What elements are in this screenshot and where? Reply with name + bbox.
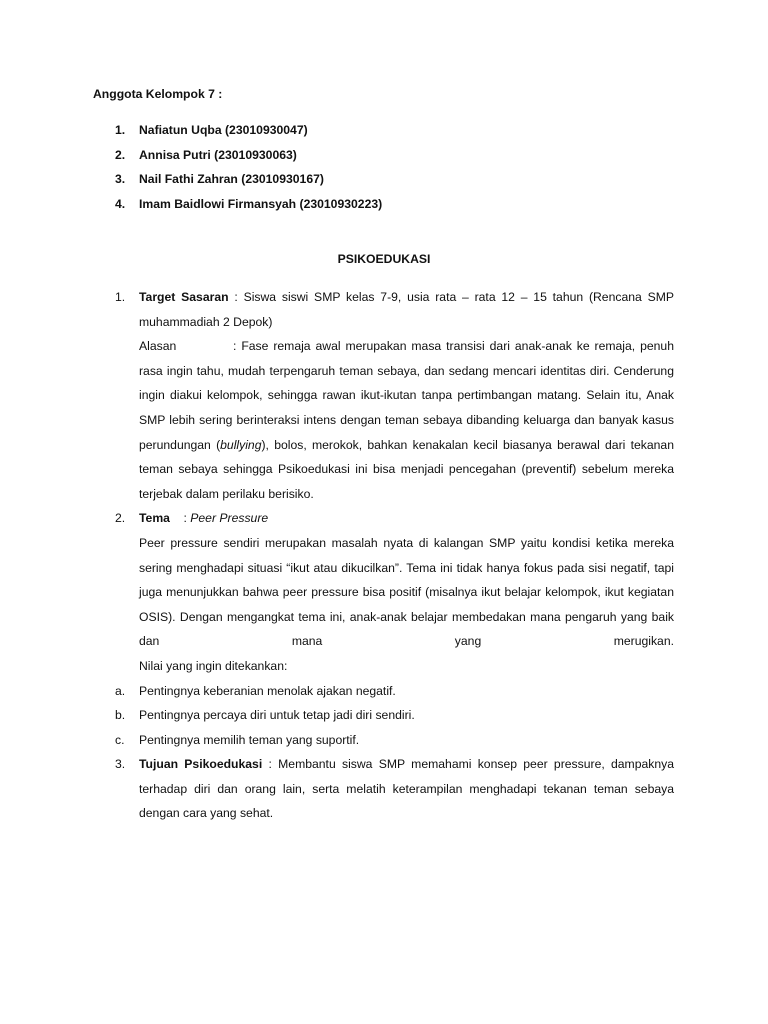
member-item	[115, 192, 382, 217]
member-item	[115, 167, 382, 192]
list-letter: b.	[115, 708, 126, 723]
value-item	[115, 679, 674, 704]
separator: :	[262, 757, 279, 772]
alasan-paragraph	[139, 334, 674, 506]
tema-paragraph: Peer pressure sendiri merupakan masalah nyata di kalangan SMP yaitu kondisi ketika mereka sering menghadapi situasi “ikut atau dikucilkan”. Tema ini tidak hanya fokus pada sisi negatif, tapi juga menunjukkan bahwa peer pressure bisa positif (misalnya ikut belajar kelompok, ikut kegiatan OSIS). Dengan mengangkat tema ini, anak-anak belajar membedakan mana pengaruh yang baik dan mana yang merugikan.	[139, 535, 674, 649]
document-content	[115, 285, 674, 826]
value-item	[115, 728, 674, 753]
list-letter: a.	[115, 683, 126, 698]
tema-line	[139, 506, 674, 531]
list-number: 3.	[115, 172, 126, 187]
tema-value: Peer Pressure	[190, 511, 269, 526]
document-heading: PSIKOEDUKASI	[337, 252, 431, 266]
member-name: Nail Fathi Zahran (23010930167)	[139, 172, 324, 187]
member-item	[115, 143, 382, 168]
tujuan-paragraph	[139, 752, 674, 826]
member-name: Nafiatun Uqba (23010930047)	[139, 123, 308, 137]
alasan-label: Alasan	[139, 339, 177, 354]
list-number: 1.	[115, 123, 126, 137]
target-text: Siswa siswi SMP kelas 7-9, usia rata – rata 12 – 15 tahun (Rencana SMP muhammadiah 2 Depok)	[139, 290, 674, 329]
value-item	[115, 703, 674, 728]
member-list	[115, 118, 382, 217]
list-number: 3.	[115, 757, 126, 772]
member-name: Imam Baidlowi Firmansyah (23010930223)	[139, 197, 383, 212]
section-tema	[115, 506, 674, 678]
list-number: 2.	[115, 511, 126, 526]
list-number: 1.	[115, 290, 126, 304]
value-text: Pentingnya memilih teman yang suportif.	[139, 732, 360, 747]
value-text: Pentingnya keberanian menolak ajakan negatif.	[139, 683, 396, 698]
tujuan-label: Tujuan Psikoedukasi	[139, 757, 263, 772]
list-number: 4.	[115, 197, 126, 212]
list-letter: c.	[115, 732, 125, 747]
section-tujuan	[115, 752, 674, 826]
tema-label: Tema	[139, 511, 170, 526]
alasan-italic: bullying	[220, 437, 262, 452]
alasan-text: Fase remaja awal merupakan masa transisi dari anak-anak ke remaja, penuh rasa ingin tahu, mudah terpengaruh teman sebaya, dan sedang mencari identitas diri. Cenderung ingin diakui kelompok, sehingga rawan ikut-ikutan tanpa pertimbangan matang. Selain itu, Anak SMP lebih sering berinteraksi intens dengan teman sebaya dibanding keluarga dan banyak kasus perundungan (	[139, 339, 674, 452]
tujuan-text: Membantu siswa SMP memahami konsep peer pressure, dampaknya terhadap diri dan orang lain, serta melatih keterampilan menghadapi tekanan teman sebaya dengan cara yang sehat.	[139, 757, 675, 821]
group-title: Anggota Kelompok 7 :	[93, 87, 223, 101]
value-text: Pentingnya percaya diri untuk tetap jadi diri sendiri.	[139, 708, 415, 723]
separator: :	[233, 339, 242, 354]
target-label: Target Sasaran	[139, 290, 229, 304]
values-label: Nilai yang ingin ditekankan:	[139, 658, 288, 673]
section-target-sasaran	[115, 285, 674, 506]
member-item	[115, 118, 382, 143]
separator: :	[228, 290, 244, 304]
alasan-text-end: ), bolos, merokok, bahkan kenakalan kecil biasanya berawal dari tekanan teman sebaya sehingga Psikoedukasi ini bisa menjadi pencegahan (preventif) sebelum mereka terjebak dalam perilaku berisiko.	[139, 437, 674, 501]
separator: :	[169, 511, 191, 526]
target-paragraph	[139, 285, 674, 334]
list-number: 2.	[115, 147, 126, 162]
member-name: Annisa Putri (23010930063)	[139, 147, 297, 162]
